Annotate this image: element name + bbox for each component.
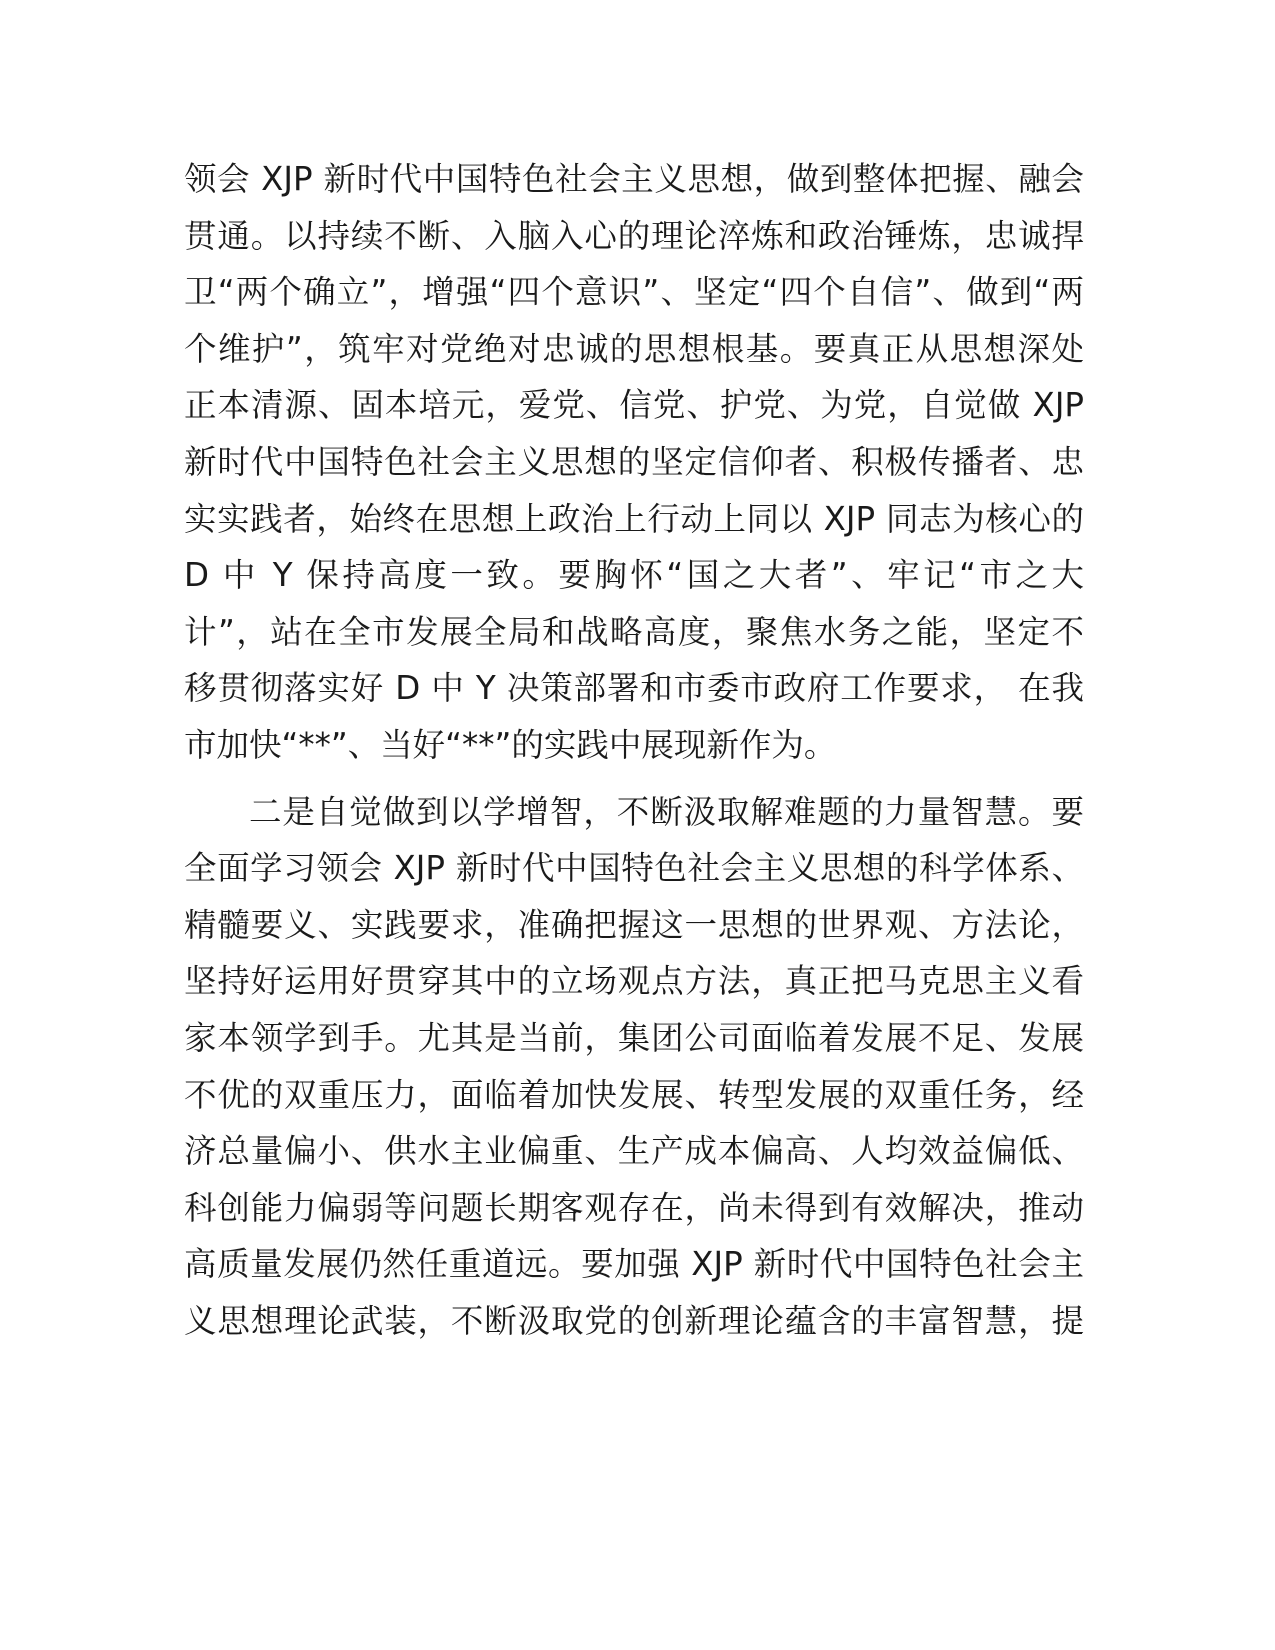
text-line: 科创能力偏弱等问题长期客观存在，尚未得到有效解决，推动 — [184, 1188, 1084, 1227]
text-line: 移贯彻落实好 D 中 Y 决策部署和市委市政府工作要求， 在我 — [184, 669, 1084, 708]
text-line: 全面学习领会 XJP 新时代中国特色社会主义思想的科学体系、 — [184, 849, 1084, 888]
paragraph-2 — [184, 784, 1084, 1350]
text-line: 市加快“**”、当好“**”的实践中展现新作为。 — [184, 725, 837, 764]
text-line: 计”，站在全市发展全局和战略高度，聚焦水务之能，坚定不 — [184, 612, 1084, 651]
text-line: 义思想理论武装，不断汲取党的创新理论蕴含的丰富智慧，提 — [184, 1301, 1084, 1340]
paragraph-1 — [184, 151, 1084, 774]
text-line: 不优的双重压力，面临着加快发展、转型发展的双重任务，经 — [184, 1075, 1084, 1114]
text-line: D 中 Y 保持高度一致。要胸怀“国之大者”、牢记“市之大 — [184, 556, 1084, 595]
text-line: 实实践者，始终在思想上政治上行动上同以 XJP 同志为核心的 — [184, 499, 1084, 538]
paragraph-gap — [184, 774, 1084, 784]
text-line: 贯通。以持续不断、入脑入心的理论淬炼和政治锤炼，忠诚捍 — [184, 216, 1084, 255]
text-line: 卫“两个确立”，增强“四个意识”、坚定“四个自信”、做到“两 — [184, 273, 1084, 312]
text-line: 家本领学到手。尤其是当前，集团公司面临着发展不足、发展 — [184, 1018, 1084, 1057]
text-line: 正本清源、固本培元，爱党、信党、护党、为党，自觉做 XJP — [184, 386, 1084, 425]
text-line: 坚持好运用好贯穿其中的立场观点方法，真正把马克思主义看 — [184, 962, 1084, 1001]
text-line: 领会 XJP 新时代中国特色社会主义思想，做到整体把握、融会 — [184, 160, 1084, 198]
body-text — [184, 151, 1084, 1349]
text-line: 二是自觉做到以学增智，不断汲取解难题的力量智慧。要 — [249, 792, 1084, 831]
text-line: 个维护”，筑牢对党绝对忠诚的思想根基。要真正从思想深处 — [184, 329, 1084, 368]
text-line: 济总量偏小、供水主业偏重、生产成本偏高、人均效益偏低、 — [184, 1132, 1084, 1171]
text-line: 新时代中国特色社会主义思想的坚定信仰者、积极传播者、忠 — [184, 442, 1084, 481]
text-line: 高质量发展仍然任重道远。要加强 XJP 新时代中国特色社会主 — [184, 1245, 1084, 1284]
text-line: 精髓要义、实践要求，准确把握这一思想的世界观、方法论， — [184, 905, 1084, 944]
